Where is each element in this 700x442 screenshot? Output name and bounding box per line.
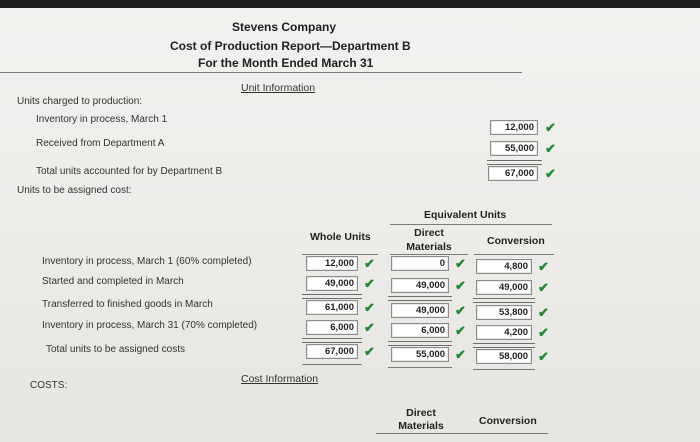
equiv-row-label: Inventory in process, March 31 (70% completed) (42, 320, 258, 331)
check-icon: ✔ (538, 259, 549, 274)
check-icon: ✔ (545, 120, 556, 135)
equiv-heading-rule (390, 224, 552, 225)
unit-row-label: Inventory in process, March 1 (36, 114, 168, 125)
header-rule (0, 72, 522, 73)
direct-materials-box[interactable]: 0 (391, 256, 449, 271)
check-icon: ✔ (455, 256, 466, 271)
units-assigned-label: Units to be assigned cost: (17, 185, 132, 196)
report-period: For the Month Ended March 31 (198, 56, 374, 70)
cost-col-rule (376, 433, 548, 434)
whole-units-box[interactable]: 6,000 (306, 320, 358, 335)
equiv-row-label: Transferred to finished goods in March (42, 299, 213, 310)
direct-materials-box[interactable]: 6,000 (391, 323, 449, 338)
check-icon: ✔ (538, 280, 549, 295)
check-icon: ✔ (455, 323, 466, 338)
whole-units-box[interactable]: 12,000 (306, 256, 358, 271)
unit-value-box[interactable]: 12,000 (490, 120, 538, 135)
conversion-box[interactable]: 58,000 (476, 349, 532, 364)
total-rule (388, 341, 452, 346)
costs-label: COSTS: (30, 380, 68, 391)
equiv-row-label: Inventory in process, March 1 (60% completed) (42, 256, 252, 267)
whole-units-box[interactable]: 61,000 (306, 300, 358, 315)
conversion-box[interactable]: 53,800 (476, 305, 532, 320)
check-icon: ✔ (455, 303, 466, 318)
total-bottom-rule (302, 364, 362, 365)
check-icon: ✔ (545, 141, 556, 156)
equiv-col-rule (474, 254, 554, 255)
company-name: Stevens Company (232, 20, 337, 34)
equiv-col-rule (302, 254, 378, 255)
check-icon: ✔ (364, 320, 375, 335)
whole-units-box[interactable]: 67,000 (306, 344, 358, 359)
check-icon: ✔ (538, 325, 549, 340)
col-direct-materials: Direct Materials (406, 227, 452, 253)
whole-units-box[interactable]: 49,000 (306, 276, 358, 291)
col-whole-units: Whole Units (310, 231, 371, 243)
unit-row-label: Total units accounted for by Department B (36, 166, 223, 177)
unit-value-box[interactable]: 55,000 (490, 141, 538, 156)
window-top-bar (0, 0, 700, 8)
check-icon: ✔ (364, 300, 375, 315)
conversion-box[interactable]: 49,000 (476, 280, 532, 295)
unit-total-rule (487, 160, 542, 165)
total-bottom-rule (388, 367, 452, 368)
unit-row-label: Received from Department A (36, 138, 165, 149)
direct-materials-box[interactable]: 49,000 (391, 303, 449, 318)
check-icon: ✔ (455, 347, 466, 362)
check-icon: ✔ (455, 278, 466, 293)
report-sheet (0, 8, 700, 442)
cost-col-conversion: Conversion (479, 415, 537, 427)
col-conversion: Conversion (487, 235, 545, 247)
check-icon: ✔ (538, 305, 549, 320)
check-icon: ✔ (364, 256, 375, 271)
check-icon: ✔ (545, 166, 556, 181)
equiv-col-rule (390, 254, 468, 255)
conversion-box[interactable]: 4,200 (476, 325, 532, 340)
total-bottom-rule (473, 369, 535, 370)
report-title: Cost of Production Report—Department B (170, 39, 411, 53)
direct-materials-box[interactable]: 55,000 (391, 347, 449, 362)
check-icon: ✔ (538, 349, 549, 364)
subtotal-rule (473, 298, 535, 303)
equiv-row-label: Total units to be assigned costs (46, 344, 185, 355)
subtotal-rule (388, 296, 452, 301)
cost-col-direct-materials: Direct Materials (398, 407, 444, 432)
check-icon: ✔ (364, 344, 375, 359)
unit-info-title: Unit Information (241, 82, 316, 94)
check-icon: ✔ (364, 276, 375, 291)
direct-materials-box[interactable]: 49,000 (391, 278, 449, 293)
conversion-box[interactable]: 4,800 (476, 259, 532, 274)
equiv-row-label: Started and completed in March (42, 276, 184, 287)
unit-value-box[interactable]: 67,000 (488, 166, 538, 181)
total-rule (473, 343, 535, 348)
equiv-units-heading: Equivalent Units (424, 209, 507, 221)
cost-info-title: Cost Information (241, 373, 319, 385)
units-charged-label: Units charged to production: (17, 96, 143, 107)
total-rule (302, 338, 362, 343)
subtotal-rule (302, 294, 362, 299)
